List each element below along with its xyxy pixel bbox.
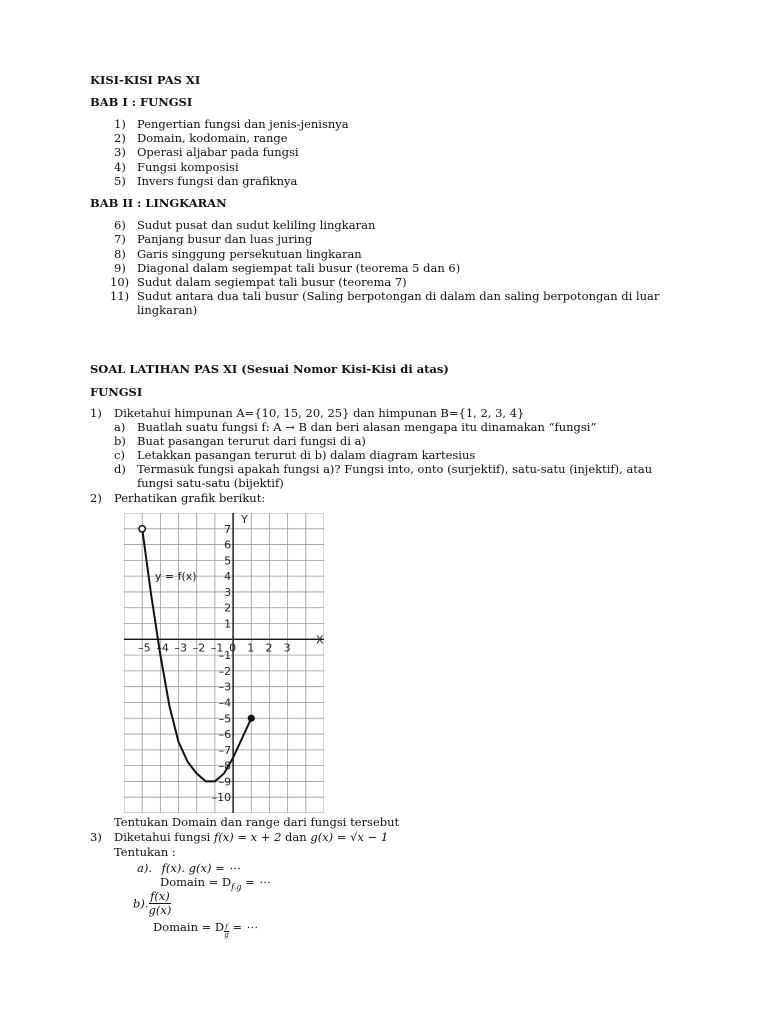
bab2-item: Diagonal dalam segiempat tali busur (teorema 5 dan 6) xyxy=(137,261,461,275)
x-tick-label: 2 xyxy=(265,641,273,655)
bab2-item: Sudut dalam segiempat tali busur (teorema 7) xyxy=(137,275,407,289)
open-endpoint xyxy=(139,526,145,532)
q2-text: Perhatikan grafik berikut: xyxy=(114,491,266,505)
bab1-item: Operasi aljabar pada fungsi xyxy=(137,145,299,159)
x-tick-label: –4 xyxy=(156,641,169,655)
q3b-domain-sub-num: f xyxy=(225,923,228,931)
bab2-num: 9) xyxy=(114,261,126,275)
q1-sub-label: d) xyxy=(114,462,126,476)
y-tick-label: –10 xyxy=(211,791,232,805)
bab1-item: Domain, kodomain, range xyxy=(137,131,288,145)
q3b-row xyxy=(133,890,171,920)
y-tick-label: 5 xyxy=(224,554,232,568)
x-tick-label: –5 xyxy=(138,641,151,655)
bab1-item: Pengertian fungsi dan jenis-jenisnya xyxy=(137,117,349,131)
bab2-num: 6) xyxy=(114,218,126,232)
curve-label: y = f(x) xyxy=(154,570,197,584)
q1-sub-text: Termasuk fungsi apakah fungsi a)? Fungsi into, onto (surjektif), satu-satu (injektif), atau xyxy=(137,462,653,476)
y-tick-label: –7 xyxy=(218,743,232,757)
q3b-fraction xyxy=(149,890,172,917)
bab2-num: 11) xyxy=(110,289,130,303)
x-tick-label: 0 xyxy=(229,641,237,655)
bab2-item: Panjang busur dan luas juring xyxy=(137,232,313,246)
y-tick-label: 1 xyxy=(224,617,232,631)
q2-num: 2) xyxy=(90,491,102,505)
y-tick-label: –5 xyxy=(218,712,232,726)
x-tick-label: –2 xyxy=(192,641,206,655)
q3b-domain-sub-den: g xyxy=(224,931,229,939)
q3a-label: a). xyxy=(137,861,152,875)
q3-num: 3) xyxy=(90,830,102,844)
bab1-item: Fungsi komposisi xyxy=(137,160,239,174)
q3a-domain xyxy=(160,875,270,894)
q3b-domain-end: = ⋯ xyxy=(228,920,258,934)
y-tick-label: 3 xyxy=(224,585,232,599)
y-tick-label: 4 xyxy=(224,570,232,584)
bab1-num: 1) xyxy=(114,117,126,131)
x-tick-label: 1 xyxy=(247,641,255,655)
q1-sub-text: Buatlah suatu fungsi f: A → B dan beri alasan mengapa itu dinamakan “fungsi” xyxy=(137,420,597,434)
bab2-item: Garis singgung persekutuan lingkaran xyxy=(137,247,362,261)
x-tick-label: 3 xyxy=(283,641,291,655)
y-tick-label: 7 xyxy=(224,522,232,536)
kisi-title: KISI-KISI PAS XI xyxy=(90,73,201,87)
bab2-item: Sudut pusat dan sudut keliling lingkaran xyxy=(137,218,376,232)
y-tick-label: –8 xyxy=(218,759,232,773)
q3a-domain-text: Domain = D xyxy=(160,875,232,889)
q2-after-text: Tentukan Domain dan range dari fungsi tersebut xyxy=(114,815,400,829)
y-tick-label: –3 xyxy=(218,680,232,694)
q1-sub-text: Buat pasangan terurut dari fungsi di a) xyxy=(137,434,366,448)
y-axis-label: Y xyxy=(241,513,248,526)
bab1-num: 2) xyxy=(114,131,126,145)
q3a-expr: f(x). g(x) = ⋯ xyxy=(161,861,240,875)
q1-sub-label: a) xyxy=(114,420,126,434)
q3a-domain-sub: f.g xyxy=(231,882,242,892)
bab1-num: 5) xyxy=(114,174,126,188)
q1-text: Diketahui himpunan A={10, 15, 20, 25} dan himpunan B={1, 2, 3, 4} xyxy=(114,406,525,420)
bab2-title: BAB II : LINGKARAN xyxy=(90,196,227,210)
q1-num: 1) xyxy=(90,406,102,420)
q3b-domain-text: Domain = D xyxy=(153,920,225,934)
closed-endpoint xyxy=(248,715,255,722)
q3-text xyxy=(114,830,388,844)
q3a-domain-end: = ⋯ xyxy=(241,875,270,889)
function-graph xyxy=(124,513,324,813)
q1-sub-text: Letakkan pasangan terurut di b) dalam diagram kartesius xyxy=(137,448,476,462)
bab1-item: Invers fungsi dan grafiknya xyxy=(137,174,298,188)
y-tick-label: 6 xyxy=(224,538,232,552)
x-tick-label: –1 xyxy=(210,641,224,655)
q3b-label: b). xyxy=(133,896,149,911)
y-tick-label: –4 xyxy=(218,696,232,710)
bab2-item: Sudut antara dua tali busur (Saling berpotongan di dalam dan saling berpotongan di luar xyxy=(137,289,660,303)
q1-sub-label: b) xyxy=(114,434,126,448)
x-tick-label: –3 xyxy=(174,641,188,655)
bab1-num: 4) xyxy=(114,160,126,174)
q3-conj: dan xyxy=(285,830,307,844)
q3-f-expr: f(x) = x + 2 xyxy=(213,830,282,844)
bab1-num: 3) xyxy=(114,145,126,159)
q3-tentukan: Tentukan : xyxy=(114,845,176,859)
q3b-numerator: f(x) xyxy=(150,889,170,903)
q3-text-pre: Diketahui fungsi xyxy=(114,830,211,844)
bab1-title: BAB I : FUNGSI xyxy=(90,95,193,109)
y-tick-label: –6 xyxy=(218,728,232,742)
q3-g-expr: g(x) = √x − 1 xyxy=(310,830,389,844)
x-axis-label: X xyxy=(316,633,324,647)
bab2-num: 7) xyxy=(114,232,126,246)
soal-section-title: FUNGSI xyxy=(90,385,143,399)
q3a-row xyxy=(137,861,240,875)
soal-title: SOAL LATIHAN PAS XI (Sesuai Nomor Kisi-Kisi di atas) xyxy=(90,362,449,376)
y-tick-label: 2 xyxy=(224,601,232,615)
y-tick-label: –1 xyxy=(218,649,232,663)
q1-sub-label: c) xyxy=(114,448,125,462)
q3b-domain xyxy=(153,920,257,939)
bab2-num: 10) xyxy=(110,275,130,289)
y-tick-label: –2 xyxy=(218,664,232,678)
q1-sub-text-cont: fungsi satu-satu (bijektif) xyxy=(137,476,284,490)
y-tick-label: –9 xyxy=(218,775,232,789)
bab2-item-cont: lingkaran) xyxy=(137,303,198,317)
bab2-num: 8) xyxy=(114,247,126,261)
q3b-denominator: g(x) xyxy=(148,903,172,917)
